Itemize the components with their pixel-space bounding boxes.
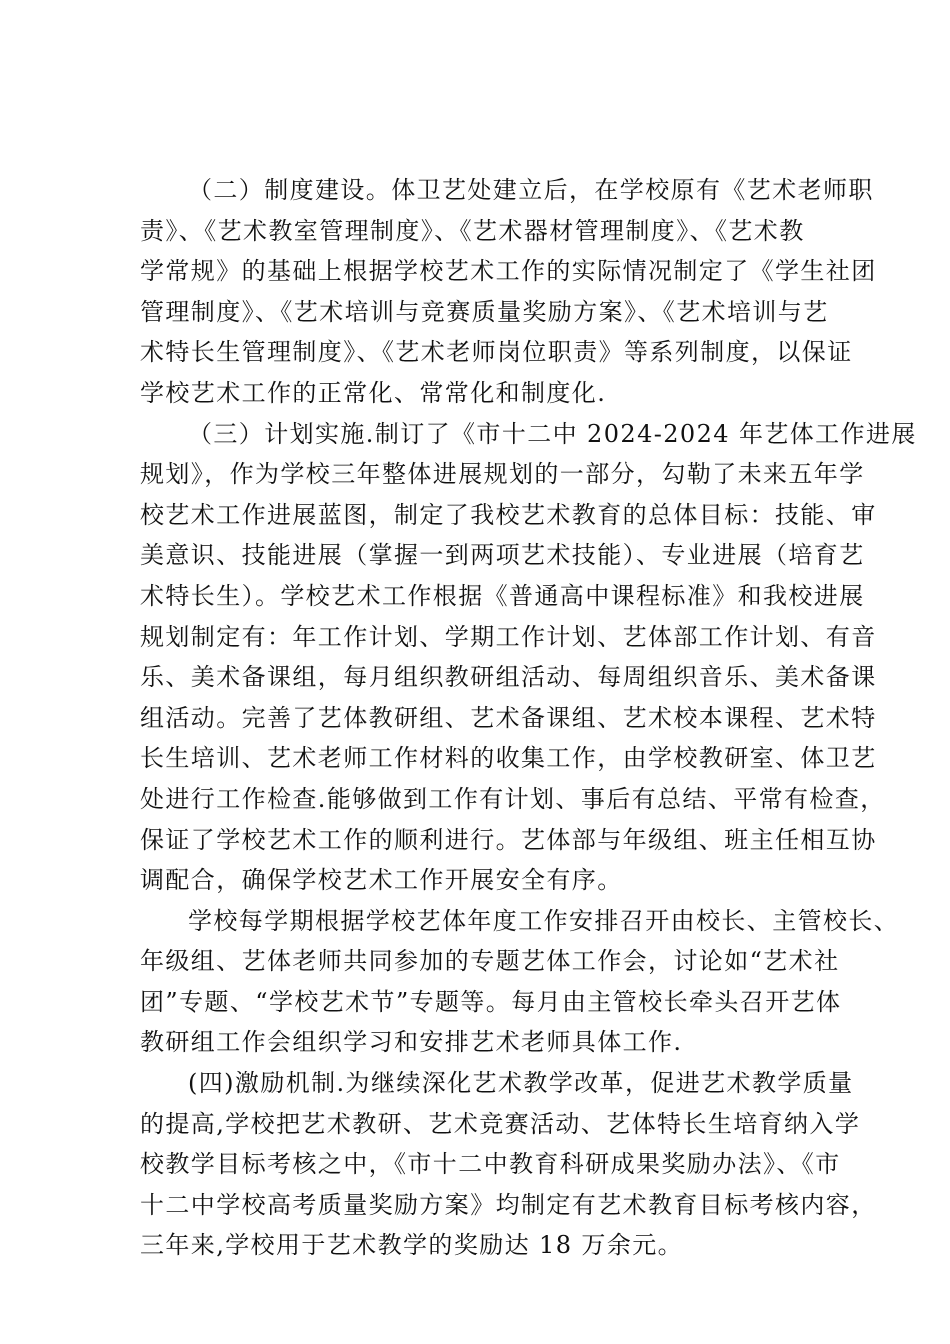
text-line: 团”专题、“学校艺术节”专题等。每月由主管校长牵头召开艺体 [140,987,842,1016]
text-line: 学校艺术工作的正常化、常常化和制度化. [140,378,607,407]
text-line: 责》、《艺术教室管理制度》、《艺术器材管理制度》、《艺术教 [140,216,805,245]
text-line: 处进行工作检查.能够做到工作有计划、事后有总结、平常有检查， [140,784,886,813]
text-line: 教研组工作会组织学习和安排艺术老师具体工作. [140,1028,683,1057]
text-line: 术特长生管理制度》、《艺术老师岗位职责》等系列制度，以保证 [140,338,853,367]
paragraph-plan-implementation [140,414,917,901]
paragraph-system-building [140,170,877,414]
text-line: 学校每学期根据学校艺体年度工作安排召开由校长、主管校长、 [188,906,900,935]
text-line: 乐、美术备课组，每月组织教研组活动、每周组织音乐、美术备课 [140,663,877,692]
text-line: 的提高,学校把艺术教研、艺术竞赛活动、艺体特长生培育纳入学 [140,1109,861,1138]
text-line: 校艺术工作进展蓝图，制定了我校艺术教育的总体目标：技能、审 [140,500,877,529]
paragraph-semester-meetings [140,901,900,1063]
text-line: 规划》，作为学校三年整体进展规划的一部分，勾勒了未来五年学 [140,460,865,489]
text-line: 术特长生）。学校艺术工作根据《普通高中课程标准》和我校进展 [140,581,865,610]
text-line: 组活动。完善了艺体教研组、艺术备课组、艺术校本课程、艺术特 [140,703,877,732]
text-line: 调配合，确保学校艺术工作开展安全有序。 [140,866,623,895]
text-line: （三）计划实施.制订了《市十二中 2024-2024 年艺体工作进展 [188,419,917,448]
paragraph-incentive-mechanism [140,1063,877,1266]
text-line: (四)激励机制.为继续深化艺术教学改革，促进艺术教学质量 [188,1069,854,1098]
text-line: 十二中学校高考质量奖励方案》均制定有艺术教育目标考核内容， [140,1190,877,1219]
text-line: 三年来,学校用于艺术教学的奖励达 18 万余元。 [140,1231,684,1260]
text-line: 保证了学校艺术工作的顺利进行。艺体部与年级组、班主任相互协 [140,825,877,854]
text-line: 长生培训、艺术老师工作材料的收集工作，由学校教研室、体卫艺 [140,744,877,773]
text-line: 美意识、技能进展（掌握一到两项艺术技能）、专业进展（培育艺 [140,541,865,570]
text-line: （二）制度建设。体卫艺处建立后，在学校原有《艺术老师职 [188,176,874,204]
text-line: 校教学目标考核之中，《市十二中教育科研成果奖励办法》、《市 [140,1150,841,1179]
text-line: 管理制度》、《艺术培训与竞赛质量奖励方案》、《艺术培训与艺 [140,297,829,326]
document-body [140,170,917,1266]
text-line: 规划制定有：年工作计划、学期工作计划、艺体部工作计划、有音 [140,622,877,651]
text-line: 学常规》的基础上根据学校艺术工作的实际情况制定了《学生社团 [140,257,877,286]
text-line: 年级组、艺体老师共同参加的专题艺体工作会，讨论如“艺术社 [140,947,840,976]
